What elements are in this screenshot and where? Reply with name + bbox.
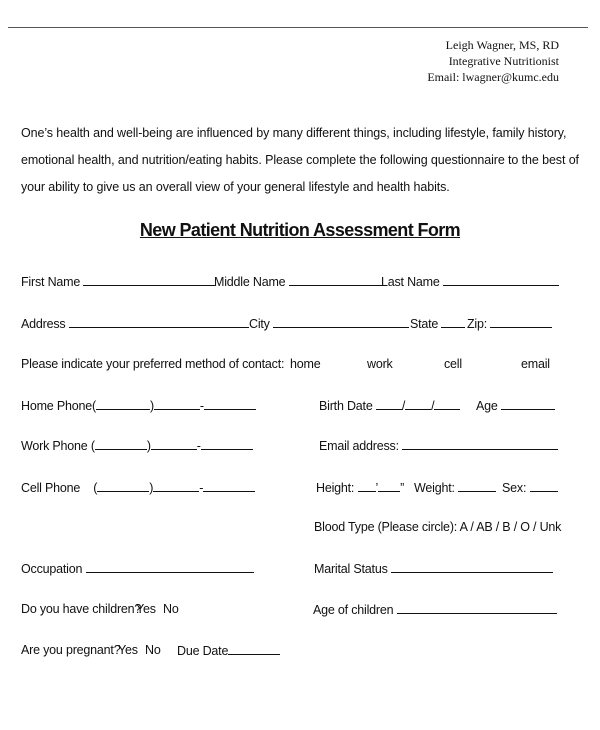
occupation-field[interactable]	[21, 560, 254, 577]
zip-field[interactable]	[467, 315, 552, 332]
blood-type-field[interactable]: Blood Type (Please circle): A / AB / B / O / Unk	[314, 520, 562, 534]
intro-paragraph	[21, 120, 581, 201]
email-address-field[interactable]	[319, 437, 558, 454]
last-name-line[interactable]	[443, 273, 559, 286]
height-label: Height:	[316, 481, 355, 495]
weight-field[interactable]	[414, 479, 496, 496]
zip-label: Zip:	[467, 317, 488, 331]
state-label: State	[410, 317, 439, 331]
zip-line[interactable]	[490, 315, 552, 328]
height-field[interactable]: Height: ’ ”	[316, 481, 405, 495]
contact-option-cell[interactable]: cell	[444, 357, 462, 371]
last-name-label: Last Name	[381, 275, 440, 289]
marital-status-label: Marital Status	[314, 562, 388, 576]
intro-line: One’s health and well-being are influenced by many different things, including lifestyle, family history,	[21, 126, 567, 140]
due-date-field[interactable]	[177, 642, 280, 659]
work-phone-prefix-line[interactable]	[151, 437, 197, 450]
author-email: Email: lwagner@kumc.edu	[427, 70, 559, 84]
contact-option-email[interactable]: email	[521, 357, 550, 371]
age-of-children-label: Age of children	[313, 603, 394, 617]
birth-year-line[interactable]	[434, 397, 460, 410]
birth-date-field[interactable]: Birth Date / /	[319, 397, 460, 414]
address-line[interactable]	[69, 315, 249, 328]
intro-line: your ability to give us an overall view of your general lifestyle and health habits.	[21, 180, 450, 194]
sex-line[interactable]	[530, 479, 558, 492]
home-phone-area-line[interactable]	[96, 397, 150, 410]
home-phone-prefix-line[interactable]	[154, 397, 200, 410]
middle-name-label: Middle Name	[214, 275, 286, 289]
pregnant-yes-option[interactable]: Yes	[118, 643, 138, 657]
header-rule	[8, 27, 588, 28]
due-date-line[interactable]	[228, 642, 280, 655]
first-name-line[interactable]	[83, 273, 215, 286]
home-phone-field[interactable]: Home Phone( ) -	[21, 397, 256, 414]
contact-option-work[interactable]: work	[367, 357, 393, 371]
weight-label: Weight:	[414, 481, 455, 495]
height-feet-line[interactable]	[358, 479, 376, 492]
birth-date-label: Birth Date	[319, 399, 373, 413]
city-label: City	[249, 317, 270, 331]
home-phone-number-line[interactable]	[204, 397, 256, 410]
first-name-field[interactable]	[21, 273, 215, 290]
email-address-label: Email address:	[319, 439, 399, 453]
birth-day-line[interactable]	[405, 397, 431, 410]
age-label: Age	[476, 399, 498, 413]
cell-phone-area-line[interactable]	[97, 479, 149, 492]
state-line[interactable]	[441, 315, 465, 328]
children-question: Do you have children?	[21, 602, 142, 616]
cell-phone-field[interactable]: Cell Phone ( ) -	[21, 479, 255, 496]
age-field[interactable]	[476, 397, 555, 414]
age-of-children-field[interactable]	[313, 601, 557, 618]
author-name: Leigh Wagner, MS, RD	[445, 38, 559, 52]
height-inches-line[interactable]	[378, 479, 400, 492]
pregnant-no-option[interactable]: No	[145, 643, 161, 657]
birth-month-line[interactable]	[376, 397, 402, 410]
sex-field[interactable]	[502, 479, 558, 496]
marital-status-line[interactable]	[391, 560, 553, 573]
form-title: New Patient Nutrition Assessment Form	[139, 220, 461, 240]
middle-name-line[interactable]	[289, 273, 385, 286]
first-name-label: First Name	[21, 275, 81, 289]
pregnant-question: Are you pregnant?	[21, 643, 121, 657]
state-field[interactable]	[410, 315, 465, 332]
marital-status-field[interactable]	[314, 560, 553, 577]
children-yes-option[interactable]: Yes	[136, 602, 156, 616]
cell-phone-label: Cell Phone	[21, 481, 81, 495]
work-phone-number-line[interactable]	[201, 437, 253, 450]
city-field[interactable]	[249, 315, 409, 332]
age-line[interactable]	[501, 397, 555, 410]
author-block	[427, 37, 559, 85]
intro-line: emotional health, and nutrition/eating habits. Please complete the following questionnaire to the best of	[21, 153, 579, 167]
sex-label: Sex:	[502, 481, 527, 495]
work-phone-label: Work Phone	[21, 439, 88, 453]
contact-option-home[interactable]: home	[290, 357, 321, 371]
last-name-field[interactable]	[381, 273, 559, 290]
due-date-label: Due Date	[177, 644, 229, 658]
work-phone-field[interactable]: Work Phone ( ) -	[21, 437, 253, 454]
email-address-line[interactable]	[402, 437, 558, 450]
author-role: Integrative Nutritionist	[448, 54, 559, 68]
age-of-children-line[interactable]	[397, 601, 557, 614]
cell-phone-number-line[interactable]	[203, 479, 255, 492]
occupation-label: Occupation	[21, 562, 83, 576]
weight-line[interactable]	[458, 479, 496, 492]
middle-name-field[interactable]	[214, 273, 385, 290]
address-field[interactable]	[21, 315, 249, 332]
cell-phone-prefix-line[interactable]	[153, 479, 199, 492]
children-no-option[interactable]: No	[163, 602, 179, 616]
work-phone-area-line[interactable]	[95, 437, 147, 450]
contact-prompt: Please indicate your preferred method of contact:	[21, 357, 285, 371]
home-phone-label: Home Phone	[21, 399, 92, 413]
address-label: Address	[21, 317, 66, 331]
occupation-line[interactable]	[86, 560, 254, 573]
city-line[interactable]	[273, 315, 409, 328]
